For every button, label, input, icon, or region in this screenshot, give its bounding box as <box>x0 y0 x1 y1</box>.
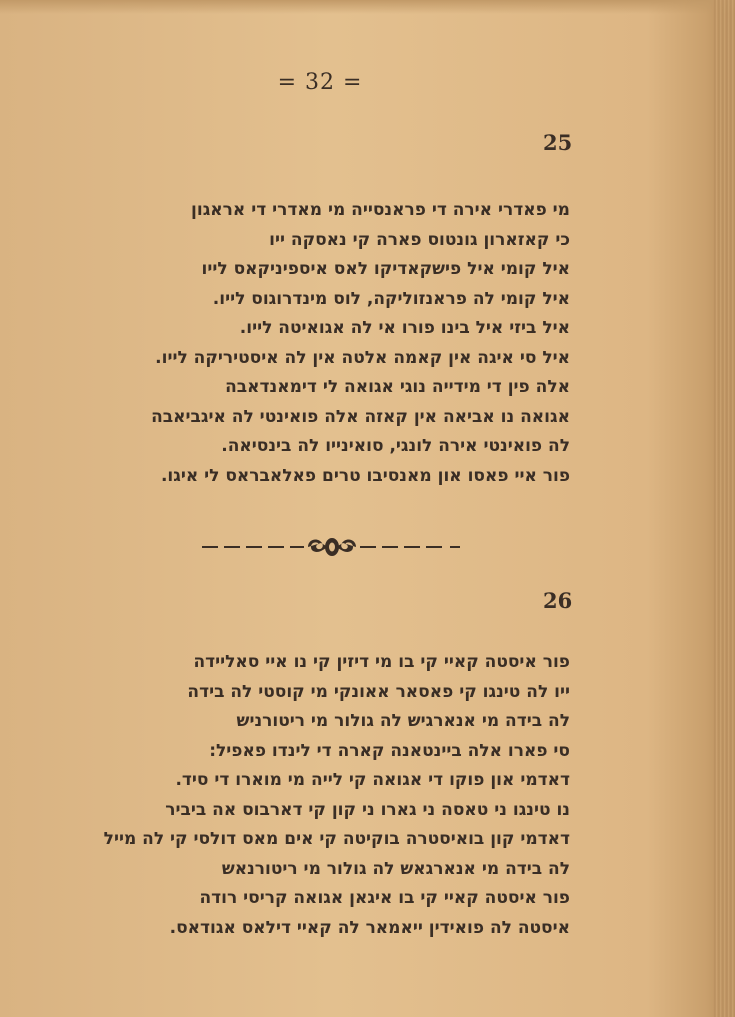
verse-line: לה בידה מי אנארגאש לה גולור מי ריטורנאש <box>221 858 570 879</box>
ornamental-divider <box>200 532 462 562</box>
verse-line: ייו לה טינגו קי פאסאר אאונקי מי קוסטי לה בידה <box>187 681 570 702</box>
verse-line: איסטה לה פואידין ייאמאר לה קאיי דילאס אגודאס. <box>169 917 570 938</box>
verse-line: איל קומי לה פראנזוליקה, לוס מינדרוגוס לייו. <box>212 288 570 309</box>
page-top-shadow <box>0 0 735 14</box>
verse-line: מי פאדרי אירה די פראנסייה מי מאדרי די אראגון <box>191 200 570 220</box>
verse-25 <box>70 196 570 491</box>
verse-line: אגואה נו אביאה אין קאזה אלה פואינטי לה איגביאבה <box>151 406 570 427</box>
verse-line: דאדמי קון בואיסטרה בוקיטה קי אים מאס דולסי קי לה מייל <box>103 829 570 849</box>
verse-line: סי פארו אלה ביינטאנה קארה די לינדו פאפיל: <box>209 740 570 761</box>
verse-line: פור איסטה קאיי קי בו איגאן אגואה קריסי רודה <box>199 888 570 908</box>
verse-26 <box>70 648 570 943</box>
verse-line: איל קומי איל פישקאדיקו לאס איספיניקאס לייו <box>201 259 570 279</box>
verse-line: פור איי פאסו און מאנסיבו טרים פאלאבראס לי איגו. <box>160 465 570 486</box>
verse-line: לה פואינטי אירה לונגי, סואינייו לה בינסיאה. <box>221 436 570 456</box>
verse-line: פור איסטה קאיי קי בו מי דיזין קי נו איי סאליידה <box>193 652 570 672</box>
section-number-26: 26 <box>543 588 573 613</box>
verse-line: איל ביזי איל בינו פורו אי לה אגואיטה לייו. <box>239 318 570 338</box>
verse-line: איל סי איגה אין קאמה אלטה אין לה איסטיריקה לייו. <box>155 347 570 368</box>
verse-line: אלה פין די מידייה נוגי אגואה לי דימאנדאבה <box>225 377 570 397</box>
fleuron-icon <box>308 538 356 556</box>
verse-line: כי קאזארון גונטוס פארה קי נאסקה ייו <box>269 229 570 250</box>
verse-line: דאדמי און פוקו די אגואה קי לייה מי מוארו די סיד. <box>175 770 570 790</box>
page-number: = 32 = <box>277 70 363 95</box>
verse-line: לה בידה מי אנארגיש לה גולור מי ריטורניש <box>236 711 570 731</box>
verse-line: נו טינגו ני טאסה ני גארו ני קון קי דארבוס אה ביביר <box>165 799 570 820</box>
section-number-25: 25 <box>543 130 573 155</box>
page-edge <box>713 0 735 1017</box>
